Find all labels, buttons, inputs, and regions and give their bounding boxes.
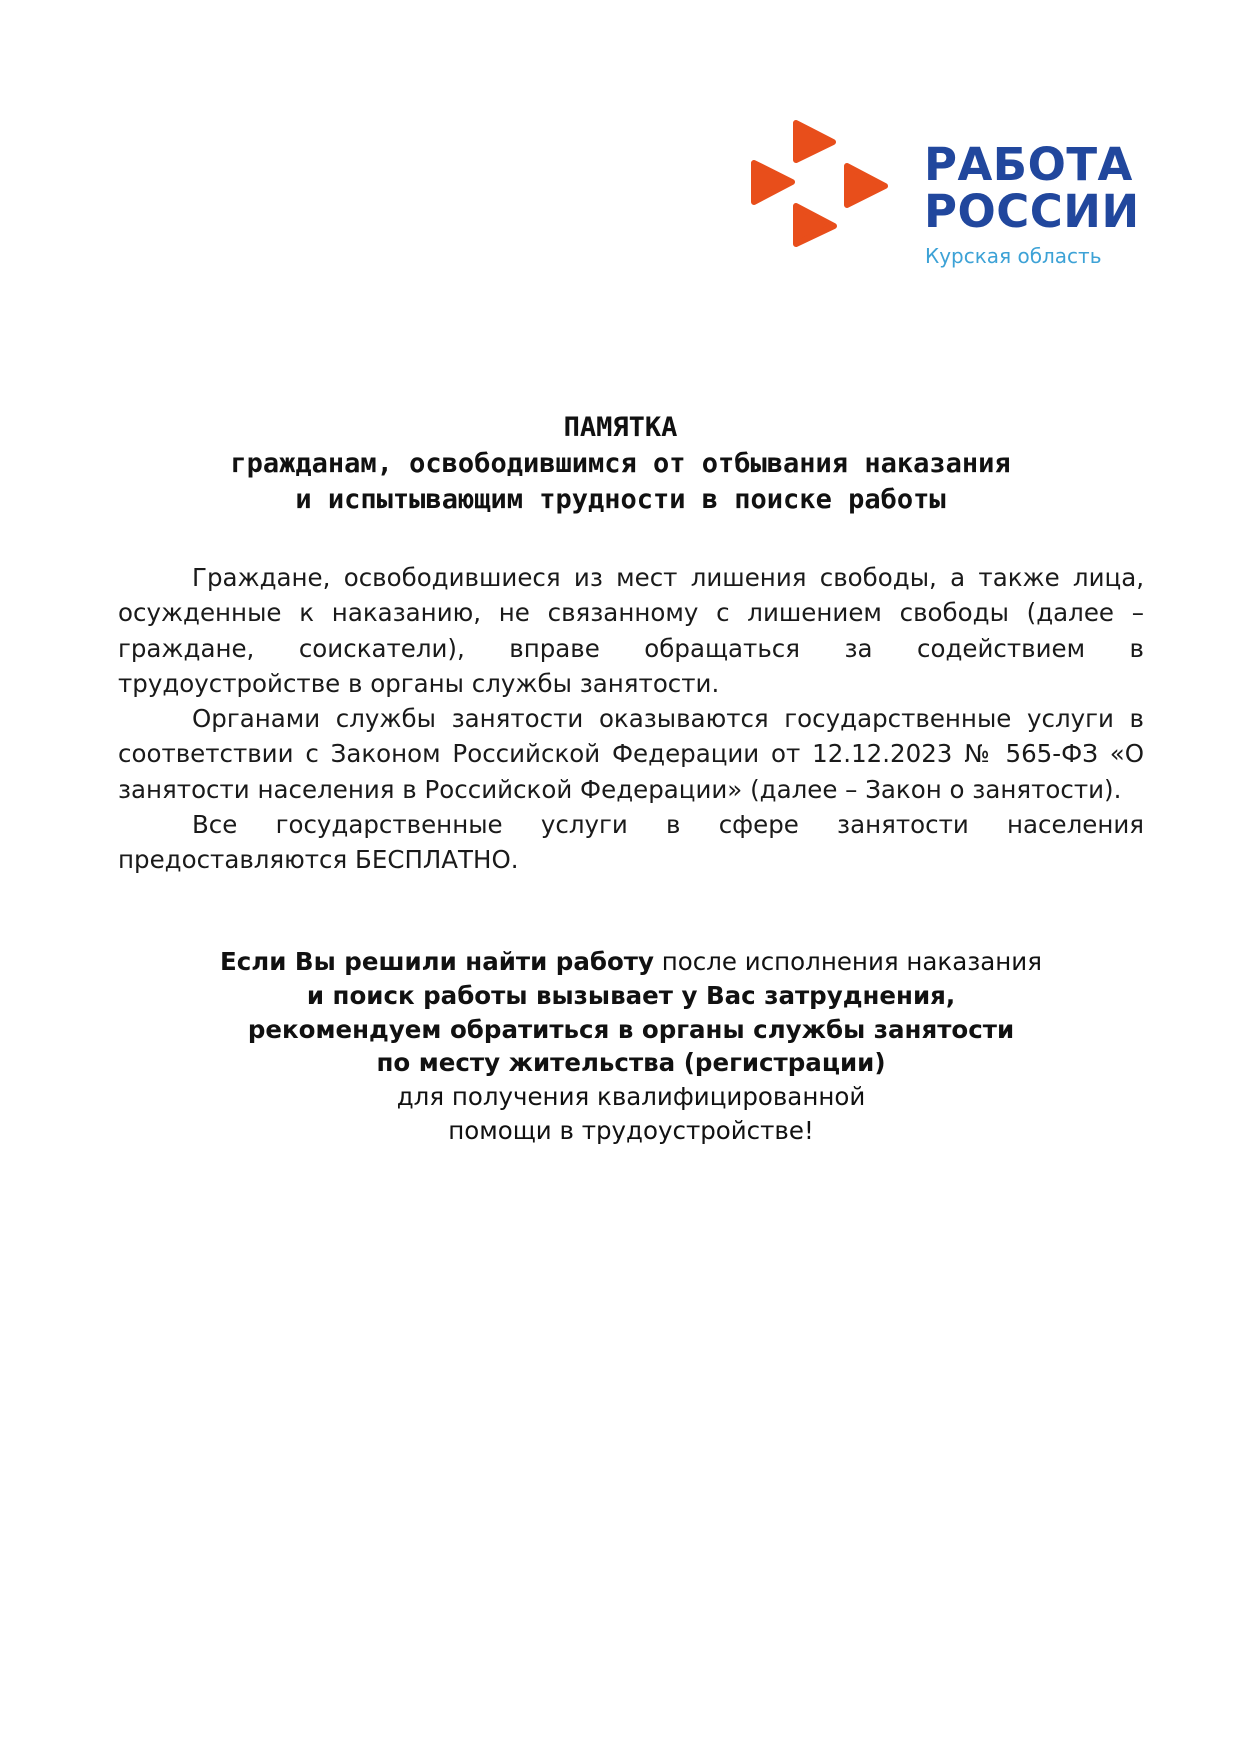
body-paragraph-2: Органами службы занятости оказываются государственные услуги в соответствии с Законом Российской Федерации от 12.12.2023 № 565-ФЗ «О занятости населения в Российской Федерации» (далее – Закон о занятости). bbox=[118, 704, 1144, 804]
notice-line-6: помощи в трудоустройстве! bbox=[448, 1115, 814, 1145]
logo-title-line1: РАБОТА bbox=[924, 138, 1133, 191]
notice-line-4: по месту жительства (регистрации) bbox=[376, 1048, 886, 1078]
notice-line-1-bold: Если Вы решили найти работу bbox=[220, 947, 654, 976]
logo-region: Курская область bbox=[925, 244, 1102, 268]
logo-title-line2: РОССИИ bbox=[924, 185, 1140, 238]
logo-arrow-right bbox=[847, 166, 885, 205]
recommendation-notice bbox=[0, 945, 1241, 1148]
document-body bbox=[118, 560, 1144, 878]
body-paragraph-1: Граждане, освободившиеся из мест лишения свободы, а также лица, осужденные к наказанию, не связанному с лишением свободы (далее – граждане, соискатели), вправе обращаться за содействием в трудоустройстве в органы службы занятости. bbox=[118, 563, 1144, 698]
notice-line-2: и поиск работы вызывает у Вас затруднения, bbox=[306, 980, 956, 1010]
notice-line-5: для получения квалифицированной bbox=[396, 1082, 866, 1112]
notice-line-1-rest: после исполнения наказания bbox=[653, 947, 1042, 976]
logo-arrows-icon bbox=[748, 116, 898, 272]
notice-line-1 bbox=[0, 945, 1241, 979]
document-subtitle-line2: и испытывающим трудности в поиске работы bbox=[295, 484, 946, 515]
logo-arrow-top bbox=[796, 123, 833, 160]
logo-arrow-bottom bbox=[796, 206, 834, 244]
document-title: ПАМЯТКА bbox=[563, 412, 678, 443]
logo-title bbox=[924, 138, 1140, 238]
body-paragraph-3: Все государственные услуги в сфере занятости населения предоставляются БЕСПЛАТНО. bbox=[118, 810, 1144, 875]
document-header bbox=[0, 410, 1241, 518]
notice-line-3: рекомендуем обратиться в органы службы занятости bbox=[247, 1014, 1015, 1044]
logo-arrow-left bbox=[754, 163, 792, 202]
document-subtitle-line1: гражданам, освободившимся от отбывания наказания bbox=[230, 448, 1011, 479]
rabota-rossii-logo bbox=[748, 116, 1158, 276]
